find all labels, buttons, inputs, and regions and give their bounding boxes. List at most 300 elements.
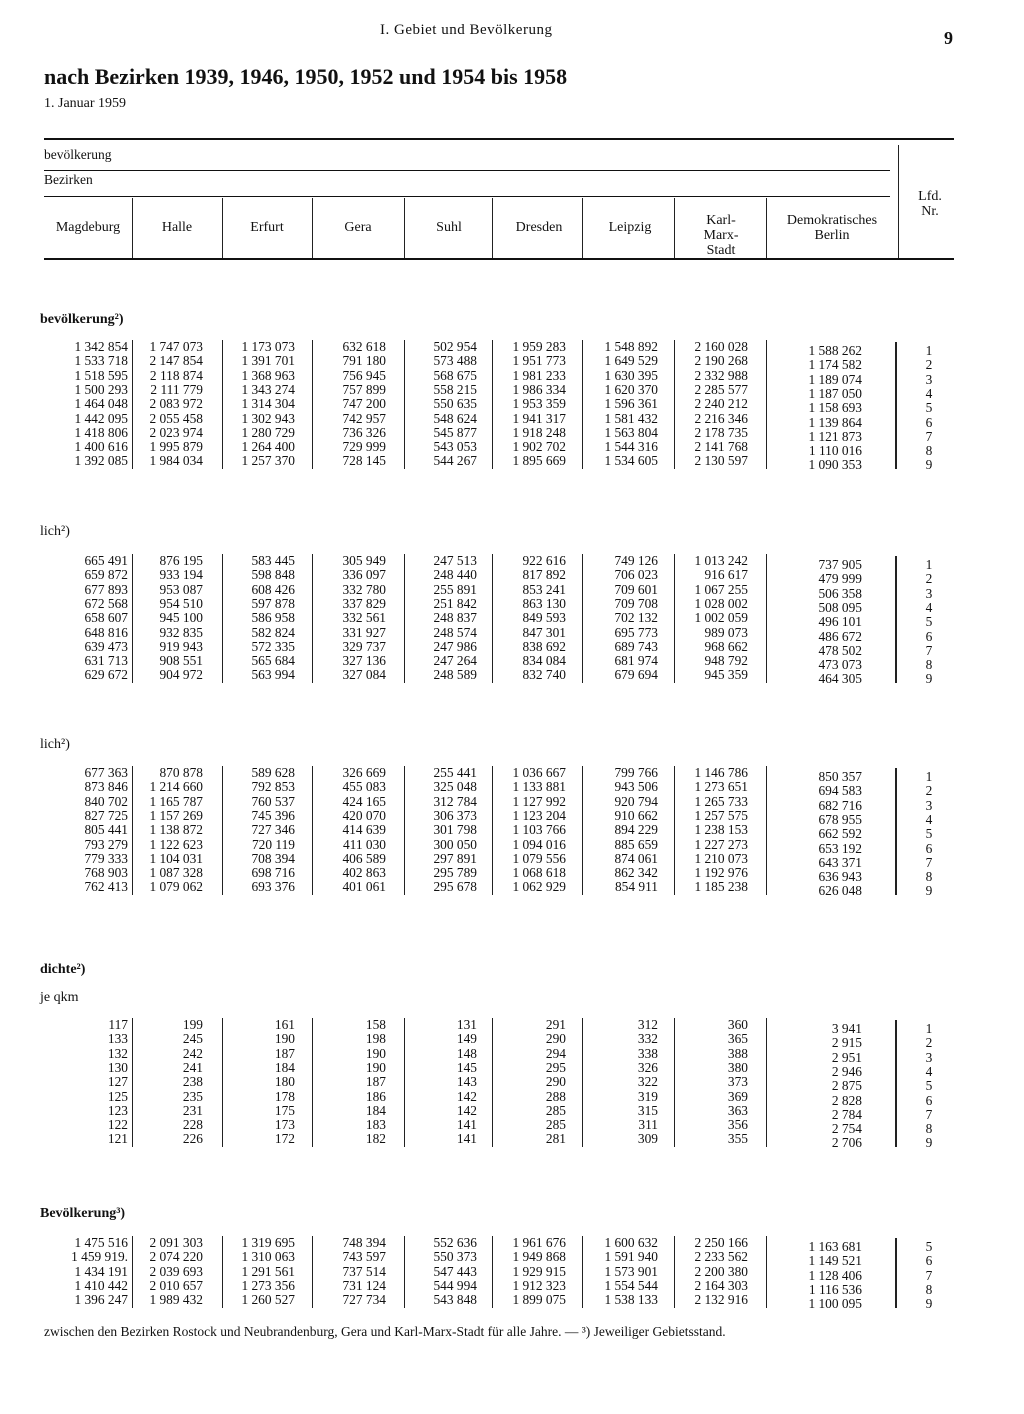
table-cell: 326 669 <box>342 765 386 780</box>
table-cell: 295 <box>545 1059 566 1075</box>
table-cell: 402 863 <box>342 865 386 881</box>
table-cell: 158 <box>365 1017 386 1032</box>
table-row <box>0 367 1024 387</box>
table-cell: 709 601 <box>614 581 658 597</box>
table-row <box>0 1102 1024 1122</box>
table-cell: 679 694 <box>614 667 658 683</box>
table-cell: 629 672 <box>84 667 128 683</box>
table-cell: 706 023 <box>614 567 658 583</box>
table-cell: 301 798 <box>433 822 477 838</box>
table-cell: 291 <box>545 1017 566 1032</box>
table-cell: 173 <box>274 1117 295 1133</box>
row-number: 4 <box>925 811 933 827</box>
table-cell: 1 533 718 <box>74 353 128 369</box>
page-title: nach Bezirken 1939, 1946, 1950, 1952 und 1954 bis 1958 <box>44 64 568 89</box>
table-cell: 305 949 <box>342 553 386 568</box>
table-section <box>0 553 1024 687</box>
table-cell: 572 335 <box>251 638 295 654</box>
table-cell: 2 754 <box>831 1121 862 1137</box>
table-cell: 1 273 356 <box>241 1277 295 1293</box>
table-cell: 329 737 <box>342 638 386 654</box>
table-cell: 414 639 <box>342 822 386 838</box>
table-cell: 1 265 733 <box>694 793 748 809</box>
row-number: 7 <box>925 854 933 870</box>
table-cell: 2 200 380 <box>694 1263 748 1279</box>
table-cell: 1 949 868 <box>512 1249 566 1265</box>
row-number: 7 <box>925 642 933 658</box>
table-cell: 1 149 521 <box>808 1253 862 1269</box>
table-cell: 632 618 <box>342 339 386 354</box>
table-cell: 285 <box>545 1102 566 1118</box>
row-number: 6 <box>925 628 933 644</box>
row-number: 5 <box>925 826 933 842</box>
table-cell: 1 951 773 <box>512 353 566 369</box>
table-cell: 1 391 701 <box>241 353 295 369</box>
table-cell: 1 100 095 <box>808 1296 862 1312</box>
table-cell: 2 111 779 <box>150 381 203 397</box>
table-cell: 544 267 <box>433 453 477 469</box>
table-row <box>0 339 1024 358</box>
table-cell: 1 591 940 <box>604 1249 658 1265</box>
table-row <box>0 1292 1024 1312</box>
table-cell: 793 279 <box>84 836 128 852</box>
table-row <box>0 1045 1024 1065</box>
row-number: 1 <box>925 1021 933 1036</box>
table-row <box>0 1031 1024 1051</box>
table-cell: 1 174 582 <box>808 357 862 373</box>
table-cell: 1 620 370 <box>604 381 658 397</box>
table-row <box>0 638 1024 658</box>
table-cell: 678 955 <box>818 811 862 827</box>
table-cell: 737 514 <box>342 1263 386 1279</box>
table-cell: 327 084 <box>342 667 386 683</box>
table-cell: 388 <box>727 1045 748 1061</box>
table-cell: 922 616 <box>522 553 566 568</box>
table-row <box>0 807 1024 827</box>
table-cell: 337 829 <box>342 595 386 611</box>
table-cell: 2 039 693 <box>149 1263 203 1279</box>
table-cell: 184 <box>274 1059 295 1075</box>
lfd-divider <box>898 145 899 258</box>
table-cell: 300 050 <box>433 836 477 852</box>
table-cell: 190 <box>274 1031 295 1047</box>
table-cell: 122 <box>107 1117 128 1133</box>
table-cell: 768 903 <box>84 865 128 881</box>
row-number: 7 <box>925 428 933 444</box>
table-cell: 322 <box>637 1074 658 1090</box>
table-row <box>0 1235 1024 1254</box>
table-cell: 698 716 <box>251 865 295 881</box>
table-cell: 508 095 <box>818 599 862 615</box>
row-number: 9 <box>925 671 933 687</box>
table-row <box>0 1074 1024 1094</box>
table-cell: 968 662 <box>704 638 748 654</box>
table-cell: 182 <box>365 1131 386 1147</box>
table-cell: 558 215 <box>433 381 477 397</box>
header-column-divider <box>312 198 313 258</box>
row-number: 6 <box>925 1253 933 1269</box>
table-cell: 1 475 516 <box>74 1235 128 1250</box>
table-cell: 502 954 <box>433 339 477 354</box>
table-cell: 682 716 <box>818 797 862 813</box>
table-cell: 1 747 073 <box>149 339 203 354</box>
table-cell: 563 994 <box>251 667 295 683</box>
row-number: 8 <box>925 443 933 459</box>
table-cell: 582 824 <box>251 624 295 640</box>
table-cell: 2 160 028 <box>694 339 748 354</box>
table-cell: 1 986 334 <box>512 381 566 397</box>
column-header-0: Magdeburg <box>55 220 121 235</box>
table-cell: 2 784 <box>831 1106 862 1122</box>
table-cell: 131 <box>456 1017 477 1032</box>
table-cell: 1 214 660 <box>149 779 203 795</box>
row-number: 2 <box>925 783 933 799</box>
table-cell: 989 073 <box>704 624 748 640</box>
table-cell: 336 097 <box>342 567 386 583</box>
lfd-nr-header: Lfd. Nr. <box>918 189 942 219</box>
table-cell: 2 141 768 <box>694 439 748 455</box>
table-row <box>0 353 1024 373</box>
table-cell: 817 892 <box>522 567 566 583</box>
table-cell: 2 951 <box>831 1049 862 1065</box>
table-cell: 326 <box>637 1059 658 1075</box>
header-rule-2 <box>44 196 890 197</box>
table-cell: 1 649 529 <box>604 353 658 369</box>
table-cell: 736 326 <box>342 424 386 440</box>
table-cell: 2 875 <box>831 1078 862 1094</box>
table-cell: 187 <box>365 1074 386 1090</box>
table-cell: 238 <box>182 1074 203 1090</box>
table-cell: 727 346 <box>251 822 295 838</box>
table-row <box>0 1117 1024 1137</box>
row-number: 6 <box>925 414 933 430</box>
table-cell: 1 895 669 <box>512 453 566 469</box>
row-number: 9 <box>925 1296 933 1312</box>
header-column-divider <box>492 198 493 258</box>
table-cell: 1 002 059 <box>694 610 748 626</box>
table-cell: 290 <box>545 1074 566 1090</box>
table-cell: 552 636 <box>433 1235 477 1250</box>
table-cell: 228 <box>182 1117 203 1133</box>
table-cell: 1 165 787 <box>149 793 203 809</box>
table-cell: 742 957 <box>342 410 386 426</box>
table-cell: 312 <box>637 1017 658 1032</box>
table-section <box>0 1017 1024 1151</box>
table-cell: 2 010 657 <box>149 1277 203 1293</box>
table-cell: 1 989 432 <box>149 1292 203 1308</box>
row-number: 6 <box>925 840 933 856</box>
table-cell: 2 240 212 <box>694 396 748 412</box>
table-cell: 648 816 <box>84 624 128 640</box>
table-row <box>0 1017 1024 1036</box>
table-cell: 1 899 075 <box>512 1292 566 1308</box>
table-cell: 141 <box>456 1117 477 1133</box>
table-cell: 315 <box>637 1102 658 1118</box>
table-cell: 199 <box>182 1017 203 1032</box>
table-cell: 2 055 458 <box>149 410 203 426</box>
table-cell: 547 443 <box>433 1263 477 1279</box>
table-cell: 401 061 <box>342 879 386 895</box>
table-cell: 916 617 <box>704 567 748 583</box>
table-cell: 694 583 <box>818 783 862 799</box>
table-cell: 1 067 255 <box>694 581 748 597</box>
row-number: 4 <box>925 385 933 401</box>
table-cell: 643 371 <box>818 854 862 870</box>
table-cell: 285 <box>545 1117 566 1133</box>
row-number: 2 <box>925 357 933 373</box>
table-cell: 2 074 220 <box>149 1249 203 1265</box>
table-cell: 1 953 359 <box>512 396 566 412</box>
table-cell: 121 <box>107 1131 128 1147</box>
table-cell: 2 132 916 <box>694 1292 748 1308</box>
table-cell: 294 <box>545 1045 566 1061</box>
row-number: 8 <box>925 1121 933 1137</box>
table-cell: 543 053 <box>433 439 477 455</box>
table-cell: 2 130 597 <box>694 453 748 469</box>
table-cell: 190 <box>365 1045 386 1061</box>
table-cell: 241 <box>182 1059 203 1075</box>
table-cell: 639 473 <box>84 638 128 654</box>
row-number: 4 <box>925 1063 933 1079</box>
table-row <box>0 653 1024 673</box>
table-cell: 1 392 085 <box>74 453 128 469</box>
table-cell: 1 257 575 <box>694 807 748 823</box>
table-cell: 479 999 <box>818 571 862 587</box>
table-cell: 762 413 <box>84 879 128 895</box>
table-cell: 827 725 <box>84 807 128 823</box>
table-cell: 1 929 915 <box>512 1263 566 1279</box>
table-cell: 589 628 <box>251 765 295 780</box>
table-cell: 1 110 016 <box>808 443 862 459</box>
table-row <box>0 439 1024 459</box>
table-cell: 1 500 293 <box>74 381 128 397</box>
table-row <box>0 567 1024 587</box>
column-header-1: Halle <box>161 220 193 235</box>
table-cell: 1 396 247 <box>74 1292 128 1308</box>
table-cell: 729 999 <box>342 439 386 455</box>
table-row <box>0 1059 1024 1079</box>
table-cell: 175 <box>274 1102 295 1118</box>
page-number: 9 <box>944 28 953 48</box>
table-cell: 125 <box>107 1088 128 1104</box>
table-cell: 1 210 073 <box>694 850 748 866</box>
table-row <box>0 1131 1024 1151</box>
table-cell: 1 163 681 <box>808 1239 862 1254</box>
table-cell: 198 <box>365 1031 386 1047</box>
table-cell: 161 <box>274 1017 295 1032</box>
table-cell: 2 164 303 <box>694 1277 748 1293</box>
table-cell: 908 551 <box>159 653 203 669</box>
table-cell: 184 <box>365 1102 386 1118</box>
row-number: 5 <box>925 400 933 416</box>
table-cell: 133 <box>107 1031 128 1047</box>
table-row <box>0 581 1024 601</box>
table-cell: 756 945 <box>342 367 386 383</box>
row-number: 9 <box>925 1135 933 1151</box>
table-cell: 363 <box>727 1102 748 1118</box>
row-number: 9 <box>925 457 933 473</box>
table-cell: 1 459 919. <box>71 1249 128 1265</box>
table-cell: 1 094 016 <box>512 836 566 852</box>
table-cell: 1 157 269 <box>149 807 203 823</box>
table-cell: 1 588 262 <box>808 343 862 358</box>
table-section <box>0 339 1024 473</box>
table-cell: 245 <box>182 1031 203 1047</box>
table-cell: 834 084 <box>522 653 566 669</box>
table-cell: 319 <box>637 1088 658 1104</box>
table-cell: 954 510 <box>159 595 203 611</box>
table-cell: 127 <box>107 1074 128 1090</box>
table-cell: 737 905 <box>818 557 862 572</box>
table-cell: 874 061 <box>614 850 658 866</box>
table-cell: 2 147 854 <box>149 353 203 369</box>
table-cell: 1 257 370 <box>241 453 295 469</box>
table-cell: 190 <box>365 1059 386 1075</box>
row-number: 4 <box>925 599 933 615</box>
table-cell: 143 <box>456 1074 477 1090</box>
table-cell: 1 273 651 <box>694 779 748 795</box>
table-cell: 1 238 153 <box>694 822 748 838</box>
row-number: 6 <box>925 1092 933 1108</box>
table-cell: 2 946 <box>831 1063 862 1079</box>
table-row <box>0 765 1024 784</box>
table-cell: 1 961 676 <box>512 1235 566 1250</box>
table-cell: 636 943 <box>818 869 862 885</box>
running-title: I. Gebiet und Bevölkerung <box>380 22 553 38</box>
table-cell: 885 659 <box>614 836 658 852</box>
table-cell: 1 984 034 <box>149 453 203 469</box>
table-cell: 1 192 976 <box>694 865 748 881</box>
table-cell: 832 740 <box>522 667 566 683</box>
table-cell: 1 291 561 <box>241 1263 295 1279</box>
table-cell: 251 842 <box>433 595 477 611</box>
table-cell: 295 789 <box>433 865 477 881</box>
table-cell: 948 792 <box>704 653 748 669</box>
table-row <box>0 1249 1024 1269</box>
table-cell: 1 981 233 <box>512 367 566 383</box>
table-cell: 255 441 <box>433 765 477 780</box>
row-number: 8 <box>925 1281 933 1297</box>
table-cell: 2 083 972 <box>149 396 203 412</box>
table-cell: 728 145 <box>342 453 386 469</box>
section-unit-density: je qkm <box>40 990 79 1005</box>
table-cell: 478 502 <box>818 642 862 658</box>
table-cell: 1 123 204 <box>512 807 566 823</box>
table-cell: 2 250 166 <box>694 1235 748 1250</box>
table-cell: 332 780 <box>342 581 386 597</box>
table-cell: 2 233 562 <box>694 1249 748 1265</box>
table-cell: 1 036 667 <box>512 765 566 780</box>
table-cell: 369 <box>727 1088 748 1104</box>
table-cell: 662 592 <box>818 826 862 842</box>
table-row <box>0 624 1024 644</box>
table-cell: 932 835 <box>159 624 203 640</box>
top-rule <box>44 138 954 140</box>
row-number: 5 <box>925 614 933 630</box>
table-row <box>0 410 1024 430</box>
column-header-2: Erfurt <box>250 220 284 235</box>
row-number: 3 <box>925 797 933 813</box>
table-section <box>0 1235 1024 1312</box>
table-cell: 2 828 <box>831 1092 862 1108</box>
table-cell: 1 573 901 <box>604 1263 658 1279</box>
table-row <box>0 793 1024 813</box>
table-cell: 544 994 <box>433 1277 477 1293</box>
header-column-divider <box>766 198 767 258</box>
table-cell: 543 848 <box>433 1292 477 1308</box>
table-cell: 743 597 <box>342 1249 386 1265</box>
page-subtitle: 1. Januar 1959 <box>44 96 127 111</box>
header-bottom-rule <box>44 258 954 260</box>
table-cell: 1 995 879 <box>149 439 203 455</box>
table-cell: 693 376 <box>251 879 295 895</box>
table-section <box>0 765 1024 899</box>
table-row <box>0 610 1024 630</box>
table-cell: 876 195 <box>159 553 203 568</box>
table-cell: 411 030 <box>342 836 386 852</box>
table-cell: 2 190 268 <box>694 353 748 369</box>
table-cell: 850 357 <box>818 769 862 784</box>
table-row <box>0 1088 1024 1108</box>
table-row <box>0 553 1024 572</box>
table-cell: 709 708 <box>614 595 658 611</box>
table-cell: 281 <box>545 1131 566 1147</box>
table-cell: 945 100 <box>159 610 203 626</box>
table-cell: 331 927 <box>342 624 386 640</box>
table-cell: 2 915 <box>831 1035 862 1051</box>
table-cell: 1 918 248 <box>512 424 566 440</box>
table-cell: 178 <box>274 1088 295 1104</box>
table-cell: 745 396 <box>251 807 295 823</box>
table-cell: 919 943 <box>159 638 203 654</box>
table-cell: 1 554 544 <box>604 1277 658 1293</box>
table-cell: 142 <box>456 1102 477 1118</box>
table-cell: 1 189 074 <box>808 371 862 387</box>
table-cell: 180 <box>274 1074 295 1090</box>
table-cell: 749 126 <box>614 553 658 568</box>
table-cell: 2 178 735 <box>694 424 748 440</box>
table-cell: 748 394 <box>342 1235 386 1250</box>
table-cell: 910 662 <box>614 807 658 823</box>
row-number: 5 <box>925 1078 933 1094</box>
section-label-total: bevölkerung²) <box>40 312 124 327</box>
table-cell: 1 302 943 <box>241 410 295 426</box>
table-cell: 677 363 <box>84 765 128 780</box>
table-cell: 365 <box>727 1031 748 1047</box>
table-cell: 130 <box>107 1059 128 1075</box>
table-cell: 247 513 <box>433 553 477 568</box>
table-cell: 1 122 623 <box>149 836 203 852</box>
table-cell: 1 128 406 <box>808 1267 862 1283</box>
header-group-label: Bezirken <box>44 172 93 187</box>
table-cell: 420 070 <box>342 807 386 823</box>
table-cell: 653 192 <box>818 840 862 856</box>
table-cell: 464 305 <box>818 671 862 687</box>
table-cell: 665 491 <box>84 553 128 568</box>
table-cell: 149 <box>456 1031 477 1047</box>
table-cell: 565 684 <box>251 653 295 669</box>
row-number: 8 <box>925 657 933 673</box>
table-cell: 290 <box>545 1031 566 1047</box>
table-cell: 145 <box>456 1059 477 1075</box>
table-cell: 943 506 <box>614 779 658 795</box>
table-cell: 406 589 <box>342 850 386 866</box>
table-cell: 306 373 <box>433 807 477 823</box>
table-row <box>0 424 1024 444</box>
section-label-male: lich²) <box>40 524 70 539</box>
table-cell: 1 187 050 <box>808 385 862 401</box>
table-cell: 760 537 <box>251 793 295 809</box>
